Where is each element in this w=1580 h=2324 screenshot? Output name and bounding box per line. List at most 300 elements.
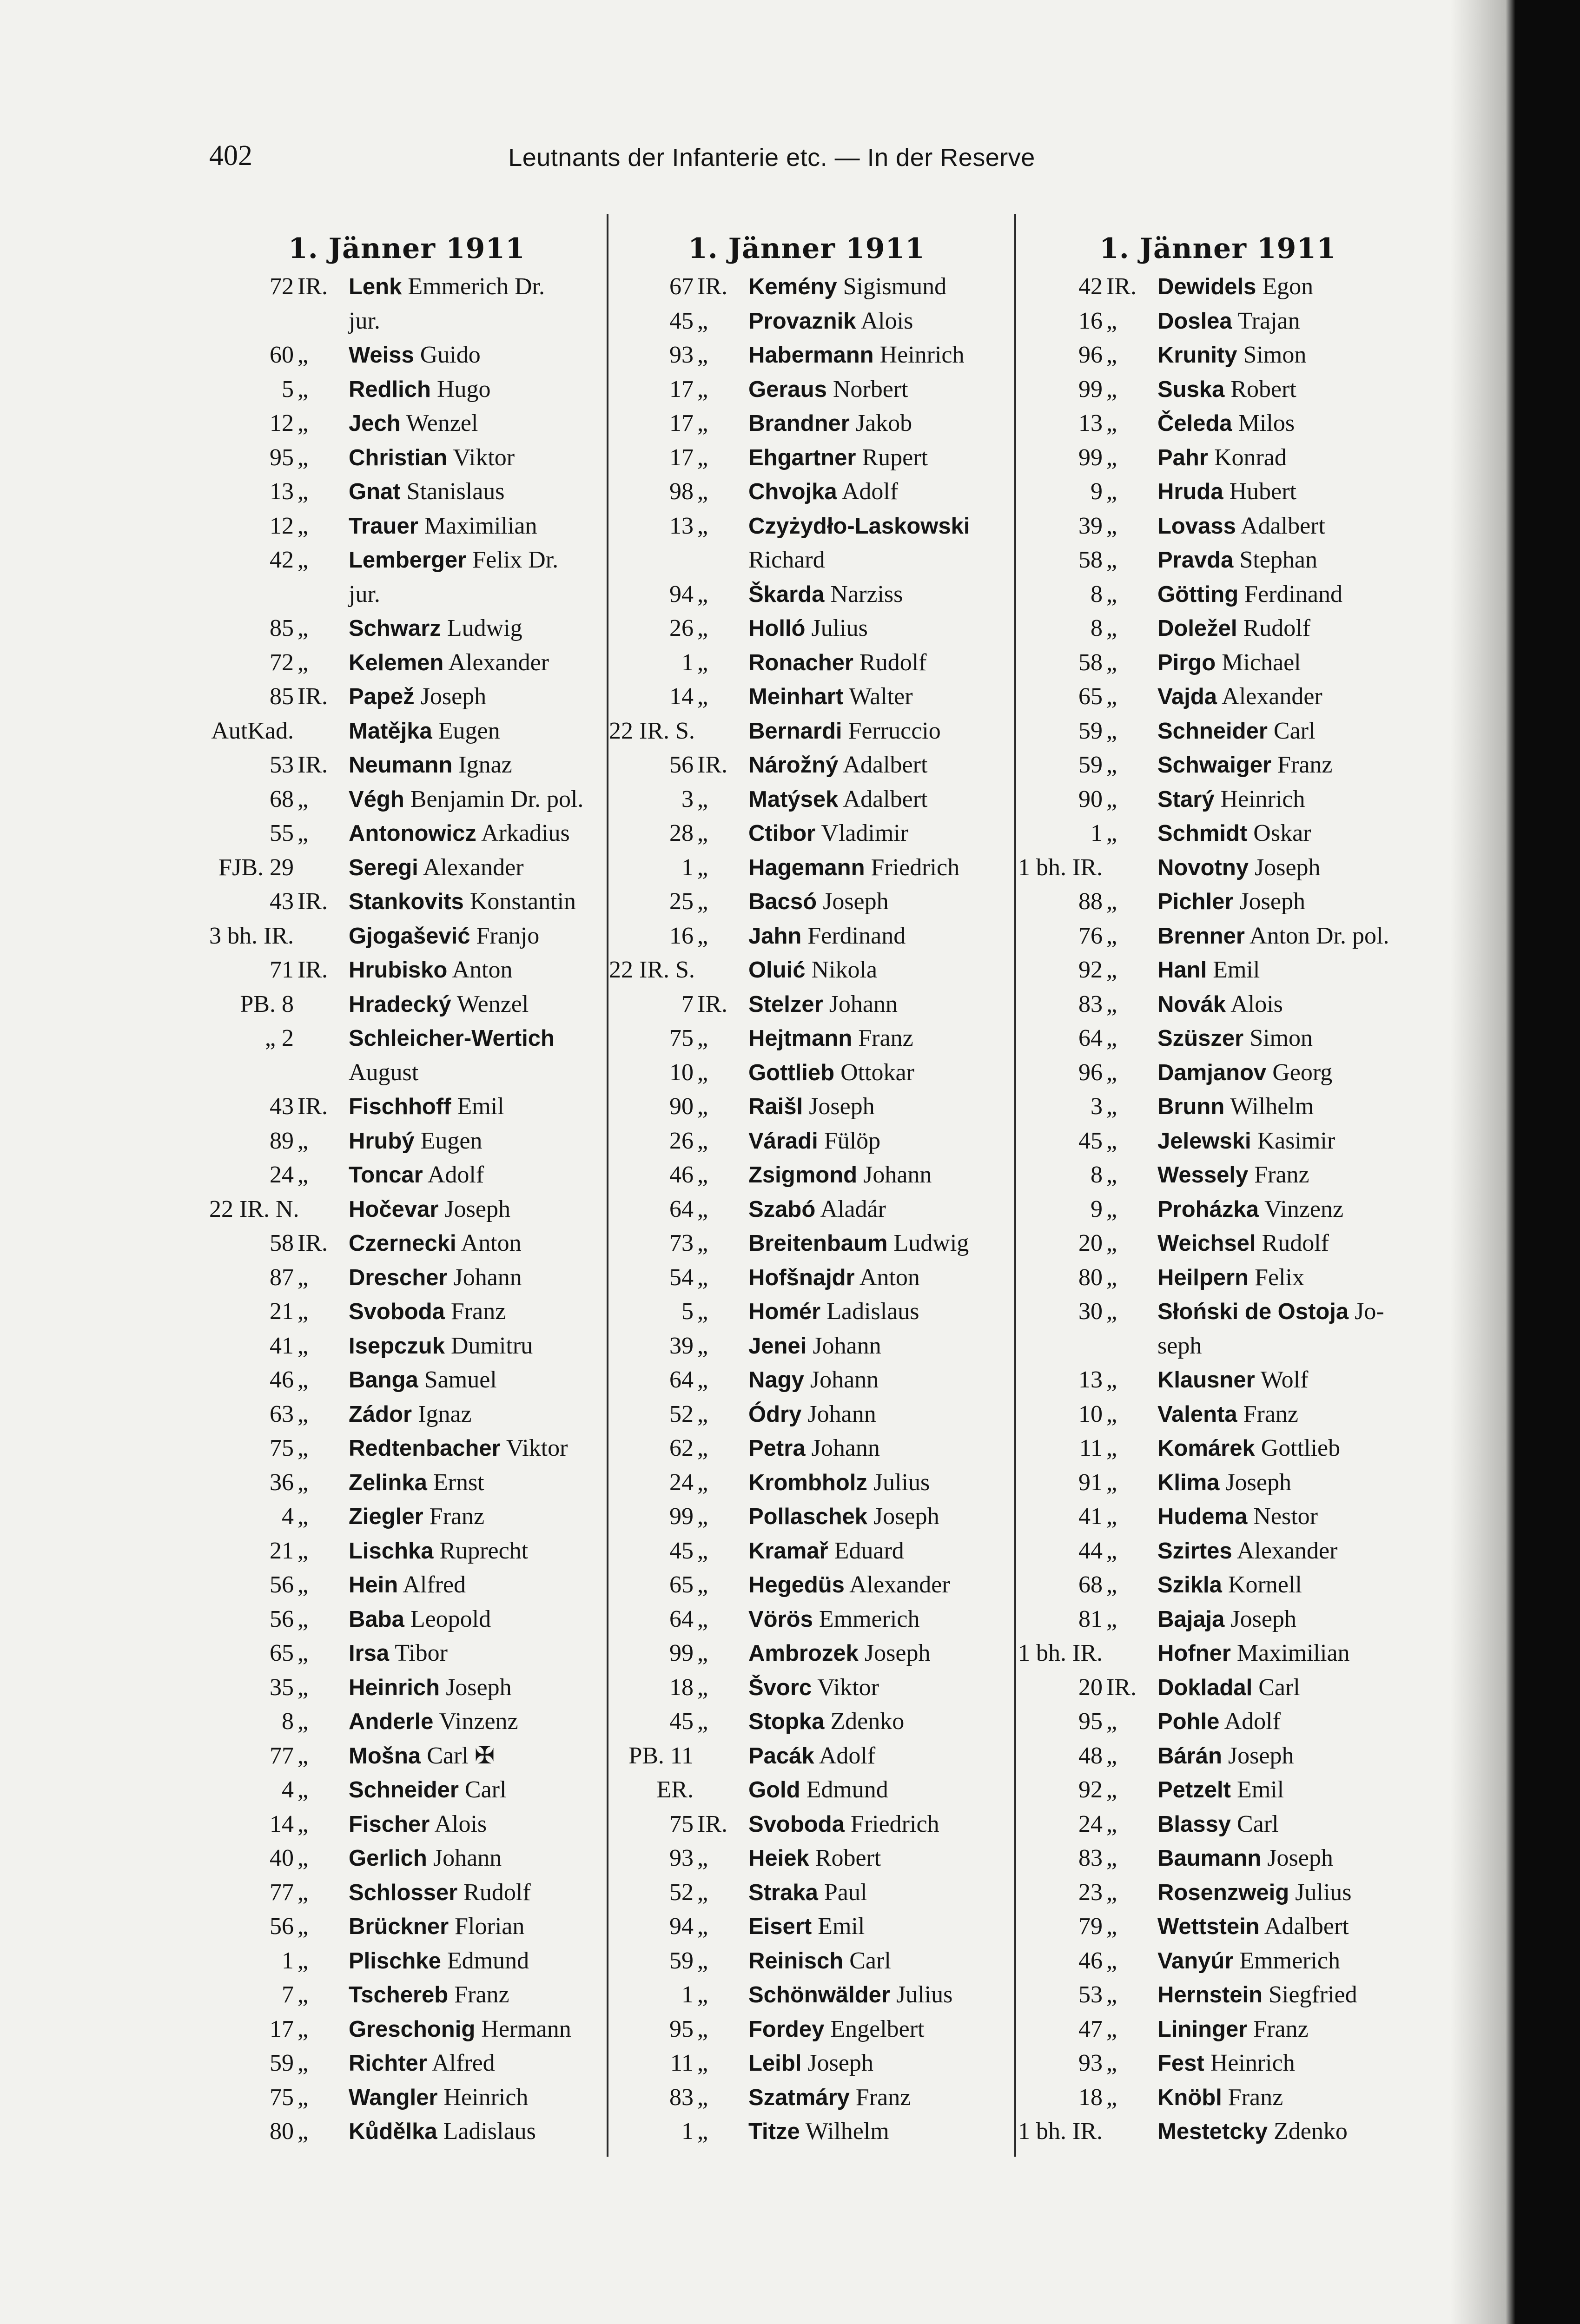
- roster-entry: [609, 406, 1004, 441]
- surname: Matýsek: [748, 786, 839, 812]
- given-name: Heinrich: [1220, 786, 1305, 812]
- regiment-type: „: [697, 1571, 708, 1598]
- regiment-number: 81: [1078, 1605, 1103, 1632]
- officer-name: [748, 1021, 913, 1056]
- surname: Klima: [1157, 1470, 1220, 1495]
- roster-entry: [209, 851, 604, 885]
- surname: Hernstein: [1157, 1982, 1263, 2007]
- regiment-type: „: [697, 2084, 708, 2111]
- officer-name: [1157, 611, 1310, 646]
- given-name: Wenzel: [456, 990, 529, 1017]
- officer-name: [1157, 1739, 1294, 1774]
- given-name: Maximilian: [424, 512, 537, 539]
- officer-name: [748, 1431, 880, 1466]
- roster-entry: [209, 1158, 604, 1192]
- regiment-type: „: [297, 820, 309, 846]
- officer-name: [609, 543, 825, 577]
- roster-entry: [1018, 2012, 1418, 2047]
- roster-entry: [209, 953, 604, 987]
- regiment-number: 48: [1078, 1742, 1103, 1769]
- regiment-type: „: [1106, 1025, 1117, 1051]
- surname: Gottlieb: [748, 1060, 835, 1085]
- officer-name: [349, 1978, 509, 2013]
- given-name: Alexander: [1236, 1537, 1338, 1564]
- officer-name: [748, 1636, 930, 1671]
- officer-name: [1157, 1807, 1279, 1842]
- regiment-number: 11: [670, 2050, 694, 2076]
- regiment-type: IR.: [297, 1093, 328, 1120]
- given-name: Adolf: [819, 1742, 876, 1769]
- surname: Provaznik: [748, 308, 856, 334]
- regiment-number: 59: [1078, 752, 1103, 778]
- surname: Gold: [748, 1777, 800, 1802]
- page-number: 402: [209, 140, 252, 172]
- roster-entry: [209, 1636, 604, 1670]
- regiment-number: 96: [1078, 342, 1103, 368]
- given-name: Adalbert: [1241, 512, 1325, 539]
- regiment-number: 95: [270, 444, 294, 471]
- roster-entry: [609, 2012, 1004, 2047]
- surname: Nárožný: [748, 753, 839, 778]
- surname: Greschonig: [349, 2016, 476, 2042]
- officer-name: [1157, 1056, 1332, 1090]
- given-name: Joseph: [1255, 854, 1321, 881]
- roster-entry: [1018, 1534, 1418, 1568]
- officer-name: [1157, 543, 1317, 578]
- given-name: Konstantin: [469, 888, 576, 915]
- regiment-type: „: [1106, 1776, 1117, 1803]
- roster-entry: [1018, 1499, 1418, 1534]
- surname: Novák: [1157, 991, 1226, 1017]
- roster-entry: [209, 441, 604, 475]
- regiment-number: 76: [1078, 922, 1103, 949]
- officer-name: [1157, 1670, 1300, 1705]
- roster-entry: [1018, 816, 1418, 851]
- regiment-number: 99: [669, 1503, 694, 1530]
- regiment-number: „ 2: [264, 1025, 294, 1051]
- given-name: Tibor: [395, 1640, 448, 1666]
- officer-name: [1157, 816, 1311, 851]
- surname: Heiek: [748, 1846, 809, 1871]
- surname: Švorc: [748, 1675, 812, 1700]
- regiment-type: „: [1106, 478, 1117, 505]
- officer-name: [748, 1089, 875, 1124]
- given-name: Rudolf: [1262, 1230, 1329, 1256]
- roster-entry: [209, 1670, 604, 1705]
- roster-entry: [1018, 2046, 1418, 2080]
- regiment-number: 65: [270, 1640, 294, 1666]
- roster-entry: [1018, 1261, 1418, 1295]
- roster-entry: [1018, 577, 1418, 612]
- regiment-number: 22 IR. S.: [609, 717, 695, 744]
- roster-entry: [609, 441, 1004, 475]
- officer-name: [349, 1158, 484, 1193]
- roster-entry: [609, 680, 1004, 714]
- regiment-type: „: [697, 1367, 708, 1393]
- regiment-type: „: [1106, 1947, 1117, 1974]
- regiment-type: „: [297, 2084, 309, 2111]
- regiment-type: „: [297, 615, 309, 641]
- roster-entry: [209, 1602, 604, 1637]
- regiment-type: „: [697, 820, 708, 846]
- officer-name: [1157, 270, 1313, 304]
- regiment-type: „: [1106, 1742, 1117, 1769]
- roster-entry: [609, 509, 1004, 543]
- given-name: Michael: [1222, 649, 1301, 676]
- surname: Götting: [1157, 581, 1239, 607]
- surname: Pichler: [1157, 889, 1234, 914]
- column-rows: [609, 270, 1004, 2149]
- roster-entry: [609, 475, 1004, 509]
- surname: Zádor: [349, 1401, 412, 1427]
- regiment-type: IR.: [297, 752, 328, 778]
- regiment-type: „: [697, 1332, 708, 1359]
- surname: Drescher: [349, 1265, 448, 1290]
- surname: Novotny: [1157, 855, 1249, 880]
- given-name: Joseph: [444, 1195, 510, 1222]
- regiment-number: 77: [270, 1742, 294, 1769]
- regiment-type: „: [697, 1640, 708, 1666]
- given-name: Konrad: [1214, 444, 1287, 471]
- regiment-type: „: [297, 2050, 309, 2076]
- officer-name: [349, 1466, 484, 1500]
- column-divider: [607, 214, 608, 2157]
- regiment-number: 56: [669, 752, 694, 778]
- surname: Komárek: [1157, 1436, 1255, 1461]
- roster-entry: [1018, 1841, 1418, 1875]
- officer-name: [349, 1670, 512, 1705]
- officer-name: [1157, 1841, 1333, 1876]
- given-name: Kornell: [1228, 1571, 1302, 1598]
- surname: Vanyúr: [1157, 1948, 1234, 1974]
- officer-name: [349, 543, 558, 578]
- roster-entry: [609, 1089, 1004, 1124]
- given-name: Richard: [748, 547, 825, 573]
- officer-name: [349, 919, 539, 954]
- officer-name: [349, 475, 505, 509]
- regiment-number: 22 IR. N.: [209, 1195, 299, 1222]
- roster-entry: [209, 987, 604, 1022]
- regiment-number: 47: [1078, 2015, 1103, 2042]
- surname: Lemberger: [349, 548, 467, 573]
- officer-name: [748, 372, 908, 407]
- surname: Klausner: [1157, 1367, 1255, 1393]
- regiment-number: 12: [270, 410, 294, 436]
- regiment-number: 43: [270, 888, 294, 915]
- given-name: Eugen: [438, 717, 500, 744]
- surname: Zsigmond: [748, 1162, 858, 1188]
- officer-name: [349, 1739, 495, 1774]
- regiment-number: 56: [270, 1571, 294, 1598]
- roster-entry: [609, 748, 1004, 782]
- roster-entry: [209, 1124, 604, 1158]
- given-name: Franz: [454, 1981, 509, 2008]
- officer-name: [1157, 1944, 1340, 1979]
- officer-name: [349, 1261, 522, 1295]
- officer-name: [1157, 885, 1305, 919]
- surname: Reinisch: [748, 1948, 844, 1974]
- roster-entry: [209, 611, 604, 646]
- roster-entry: [609, 1602, 1004, 1637]
- regiment-type: „: [297, 1913, 309, 1940]
- regiment-type: „: [297, 1435, 309, 1461]
- regiment-type: „: [1106, 1845, 1117, 1871]
- officer-name: [748, 1056, 914, 1090]
- regiment-number: 3: [1091, 1093, 1103, 1120]
- regiment-type: „: [697, 922, 708, 949]
- officer-name: [748, 2114, 889, 2149]
- roster-entry: [609, 543, 1004, 577]
- given-name: Viktor: [506, 1435, 568, 1461]
- regiment-type: „: [297, 1776, 309, 1803]
- regiment-number: 30: [1078, 1298, 1103, 1325]
- roster-entry: [209, 816, 604, 851]
- regiment-number: 13: [1078, 410, 1103, 436]
- regiment-number: 36: [270, 1469, 294, 1496]
- regiment-number: 25: [669, 888, 694, 915]
- regiment-type: „: [1106, 1195, 1117, 1222]
- officer-name: [748, 475, 898, 509]
- given-name: Emil: [818, 1913, 865, 1940]
- officer-name: [748, 1773, 888, 1808]
- officer-name: [349, 1944, 529, 1979]
- officer-name: [1157, 1431, 1340, 1466]
- surname: Blassy: [1157, 1811, 1231, 1837]
- roster-entry: [1018, 543, 1418, 577]
- roster-entry: [1018, 270, 1418, 304]
- surname: Lischka: [349, 1538, 434, 1564]
- officer-name: [349, 1363, 497, 1398]
- surname: Wettstein: [1157, 1914, 1260, 1939]
- regiment-type: „: [697, 786, 708, 812]
- given-name: Carl: [464, 1776, 507, 1803]
- roster-entry: [1018, 441, 1418, 475]
- regiment-type: „: [697, 478, 708, 505]
- roster-entry: [609, 885, 1004, 919]
- officer-name: [748, 1875, 867, 1910]
- roster-entry: [609, 2080, 1004, 2115]
- officer-name: [748, 1841, 881, 1876]
- officer-name: [1157, 1226, 1329, 1261]
- regiment-type: „: [297, 1605, 309, 1632]
- given-name: Carl: [1273, 717, 1316, 744]
- regiment-type: „: [1106, 1810, 1117, 1837]
- given-name: Emmerich: [819, 1605, 920, 1632]
- surname: Pravda: [1157, 548, 1234, 573]
- roster-entry: [209, 782, 604, 817]
- officer-name: [748, 2080, 911, 2115]
- surname: Gerlich: [349, 1846, 427, 1871]
- surname: Szatmáry: [748, 2085, 850, 2110]
- surname: Ziegler: [349, 1504, 423, 1529]
- regiment-type: „: [297, 1810, 309, 1837]
- roster-entry: [609, 782, 1004, 817]
- given-name: Samuel: [424, 1367, 497, 1393]
- officer-name: [349, 1329, 533, 1364]
- given-name: Rudolf: [463, 1879, 531, 1906]
- surname: Váradi: [748, 1128, 818, 1154]
- regiment-type: „: [697, 1879, 708, 1906]
- officer-name: [748, 816, 908, 851]
- given-name: Adolf: [1224, 1708, 1281, 1735]
- officer-name: [748, 953, 877, 988]
- roster-entry: [209, 1773, 604, 1807]
- surname: Čeleda: [1157, 411, 1232, 436]
- given-name: Heinrich: [1210, 2050, 1295, 2076]
- regiment-type: „: [697, 1435, 708, 1461]
- surname: Breitenbaum: [748, 1231, 888, 1256]
- officer-name: [748, 2046, 873, 2081]
- given-name: Johann: [433, 1845, 502, 1871]
- officer-name: [349, 1807, 487, 1842]
- regiment-type: „: [297, 1537, 309, 1564]
- officer-name: [748, 577, 903, 612]
- officer-name: [1157, 2046, 1295, 2081]
- given-name: Joseph: [807, 2050, 873, 2076]
- officer-name: [1157, 1875, 1352, 1910]
- given-name: Ignaz: [458, 752, 512, 778]
- given-name: Wilhelm: [1230, 1093, 1314, 1120]
- regiment-type: „: [1106, 683, 1117, 710]
- officer-name: [349, 1499, 484, 1534]
- regiment-number: 83: [1078, 990, 1103, 1017]
- surname: Proházka: [1157, 1196, 1259, 1222]
- regiment-number: 13: [270, 478, 294, 505]
- given-name: Julius: [811, 615, 868, 641]
- regiment-number: 87: [270, 1264, 294, 1291]
- regiment-type: „: [297, 2118, 309, 2145]
- roster-entry: [609, 611, 1004, 646]
- given-name: Johann: [863, 1162, 932, 1188]
- surname: Redlich: [349, 376, 431, 402]
- regiment-number: 75: [669, 1810, 694, 1837]
- column-1: [209, 228, 604, 2171]
- regiment-type: „: [1106, 1162, 1117, 1188]
- given-name: Ruprecht: [439, 1537, 529, 1564]
- regiment-type: „: [697, 2118, 708, 2145]
- regiment-number: 14: [270, 1810, 294, 1837]
- regiment-type: „: [1106, 786, 1117, 812]
- surname: Szabó: [748, 1196, 816, 1222]
- given-name: Alois: [434, 1810, 487, 1837]
- officer-name: [349, 885, 576, 919]
- regiment-type: „: [697, 512, 708, 539]
- given-name: Walter: [849, 683, 913, 710]
- given-name: Franjo: [476, 922, 540, 949]
- surname: Baumann: [1157, 1846, 1262, 1871]
- officer-name: [349, 406, 478, 441]
- roster-entry: [209, 406, 604, 441]
- regiment-number: 20: [1078, 1230, 1103, 1256]
- roster-entry: [1018, 1978, 1418, 2012]
- officer-name: [1157, 782, 1305, 817]
- regiment-type: „: [297, 1298, 309, 1325]
- regiment-type: „: [1106, 1059, 1117, 1086]
- given-name: Paul: [824, 1879, 867, 1906]
- regiment-type: „: [697, 1708, 708, 1735]
- surname: Hejtmann: [748, 1026, 853, 1051]
- surname: Mestetcky: [1157, 2119, 1268, 2144]
- regiment-type: „: [697, 1195, 708, 1222]
- surname: Eisert: [748, 1914, 812, 1939]
- regiment-type: „: [297, 1708, 309, 1735]
- surname: Weichsel: [1157, 1231, 1256, 1256]
- regiment-number: 18: [1078, 2084, 1103, 2111]
- regiment-number: 12: [270, 512, 294, 539]
- regiment-type: „: [697, 2015, 708, 2042]
- regiment-number: 3: [681, 786, 694, 812]
- regiment-type: „: [697, 888, 708, 915]
- column-heading: 1. Jänner 1911: [688, 232, 925, 265]
- surname: Hudema: [1157, 1504, 1248, 1529]
- roster-entry: [1018, 1568, 1418, 1602]
- surname: Holló: [748, 616, 806, 641]
- given-name: Emil: [1213, 957, 1260, 983]
- regiment-number: 1: [1091, 820, 1103, 846]
- page-header: [209, 139, 1334, 181]
- roster-entry: [1018, 1397, 1418, 1432]
- surname: Mošna: [349, 1743, 421, 1769]
- roster-entry: [609, 646, 1004, 680]
- column-heading: 1. Jänner 1911: [288, 232, 525, 265]
- roster-entry: [209, 543, 604, 577]
- roster-entry: [209, 714, 604, 748]
- surname: Ronacher: [748, 650, 854, 675]
- regiment-type: „: [697, 1913, 708, 1940]
- surname: Schneider: [349, 1777, 459, 1802]
- roster-entry: [1018, 1329, 1418, 1363]
- officer-name: [748, 1909, 865, 1944]
- surname: Richter: [349, 2051, 427, 2076]
- given-name: Johann: [807, 1400, 876, 1427]
- regiment-number: 39: [669, 1332, 694, 1359]
- surname: Zelinka: [349, 1470, 427, 1495]
- officer-name: [748, 646, 926, 680]
- roster-entry: [1018, 372, 1418, 407]
- regiment-type: „: [697, 1845, 708, 1871]
- surname: Valenta: [1157, 1401, 1237, 1427]
- roster-entry: [609, 1431, 1004, 1466]
- officer-name: [748, 304, 913, 339]
- regiment-type: „: [1106, 888, 1117, 915]
- officer-name: [1157, 304, 1300, 339]
- given-name: Fülöp: [824, 1127, 881, 1154]
- given-name: Florian: [455, 1913, 525, 1940]
- column-rows: [209, 270, 604, 2149]
- regiment-number: 68: [270, 786, 294, 812]
- roster-entry: [1018, 714, 1418, 748]
- regiment-type: „: [697, 1059, 708, 1086]
- surname: Lovass: [1157, 513, 1236, 539]
- given-name: Hermann: [481, 2015, 571, 2042]
- regiment-type: „: [697, 1469, 708, 1496]
- surname: Dewidels: [1157, 274, 1256, 299]
- regiment-type: IR.: [297, 1230, 328, 1256]
- surname: Krombholz: [748, 1470, 867, 1495]
- regiment-number: 71: [270, 957, 294, 983]
- regiment-number: 92: [1078, 957, 1103, 983]
- roster-entry: [1018, 1636, 1418, 1670]
- roster-entry: [209, 1397, 604, 1432]
- regiment-number: 8: [1091, 581, 1103, 607]
- given-name: Joseph: [873, 1503, 939, 1530]
- regiment-number: 16: [669, 922, 694, 949]
- surname: Antonowicz: [349, 821, 476, 846]
- roster-entry: [209, 1944, 604, 1978]
- regiment-type: IR.: [697, 1810, 727, 1837]
- regiment-number: 13: [669, 512, 694, 539]
- officer-name: [349, 372, 491, 407]
